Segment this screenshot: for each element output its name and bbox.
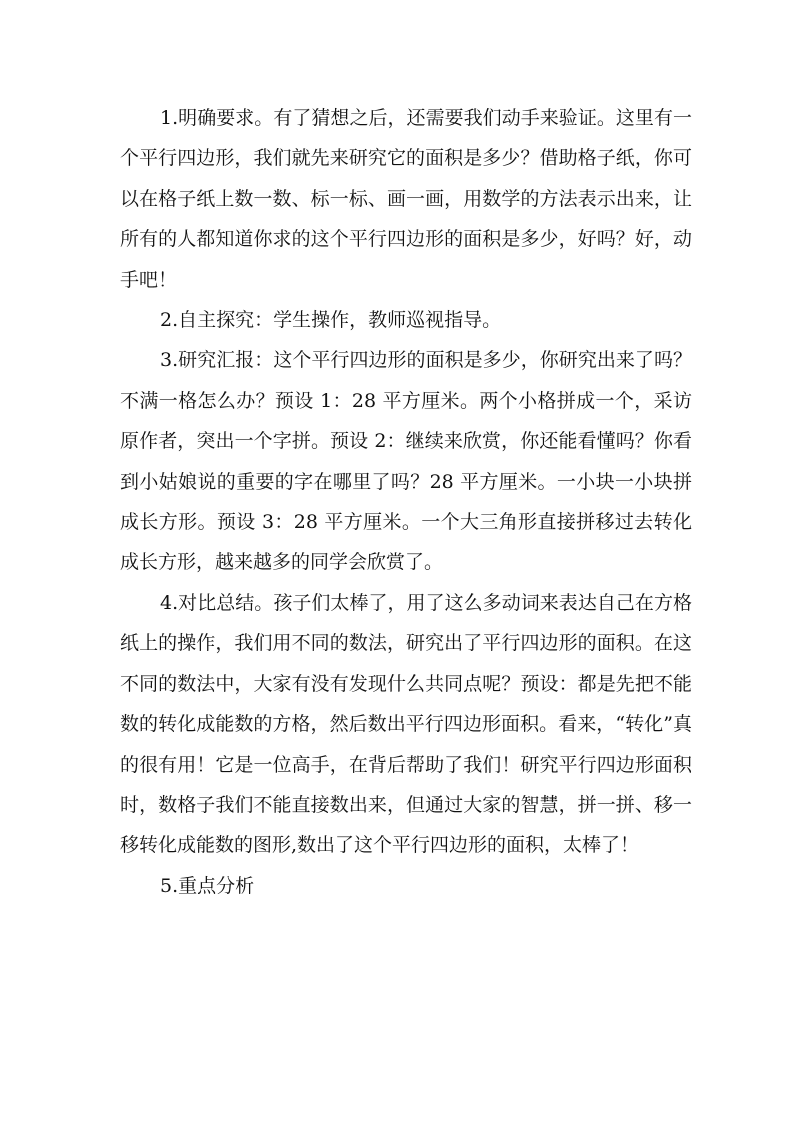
paragraph-clarify-requirements: 1.明确要求。有了猜想之后，还需要我们动手来验证。这里有一个平行四边形，我们就先来研究它的面积是多少？借助格子纸，你可以在格子纸上数一数、标一标、画一画，用数学的方法表示出来，让所有的人都知道你求的这个平行四边形的面积是多少，好吗？好，动手吧！ bbox=[120, 107, 692, 291]
paragraph-comparison-summary: 4.对比总结。孩子们太棒了，用了这么多动词来表达自己在方格纸上的操作，我们用不同的数法，研究出了平行四边形的面积。在这不同的数法中，大家有没有发现什么共同点呢？预设：都是先把不能数的转化成能数的方格，然后数出平行四边形面积。看来，“转化”真的很有用！它是一位高手，在背后帮助了我们！研究平行四边形面积时，数格子我们不能直接数出来，但通过大家的智慧，拼一拼、移一移转化成能数的图形,数出了这个平行四边形的面积，太棒了！ bbox=[120, 591, 692, 857]
paragraph-independent-exploration: 2.自主探究：学生操作，教师巡视指导。 bbox=[160, 309, 502, 332]
paragraph-research-report: 3.研究汇报：这个平行四边形的面积是多少，你研究出来了吗？不满一格怎么办？预设 1：28 平方厘米。两个小格拼成一个，采访原作者，突出一个字拼。预设 2：继续来欣赏，你还能看懂吗？你看到小姑娘说的重要的字在哪里了吗？28 平方厘米。一小块一小块拼成长方形。预设 3：28 平方厘米。一个大三角形直接拼移过去转化成长方形，越来越多的同学会欣赏了。 bbox=[120, 349, 692, 574]
paragraph-key-analysis: 5.重点分析 bbox=[160, 874, 255, 897]
document-body bbox=[120, 98, 692, 906]
